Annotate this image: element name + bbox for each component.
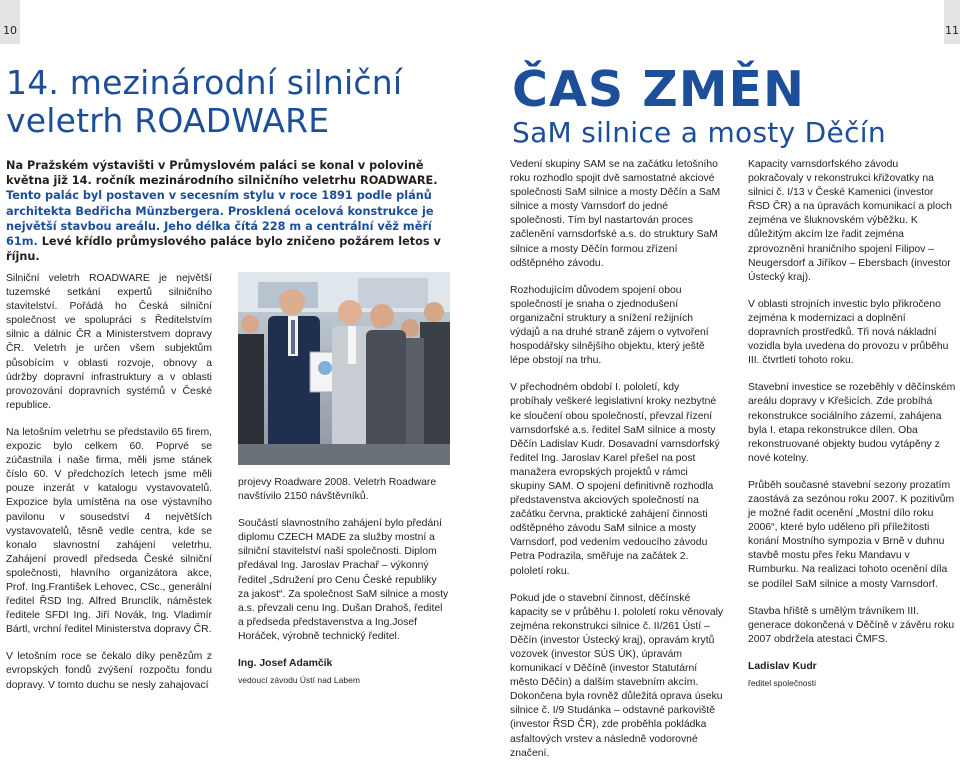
lead-part-1: Na Pražském výstavišti v Průmyslovém paláci se konal v polovině května již 14. ročník mezinárodního silničního veletrhu ROADWARE. [6, 159, 438, 188]
paragraph: Stavební investice se rozeběhly v děčínském areálu dopravy v Křešicích. Zde probíhá rekonstrukce sociálního zázemí, zahájena byla I. etapa rekonstrukce dílen. Oba rekonstruované objekty budou vytápěny z nové kotelny. [748, 382, 956, 464]
paragraph: Kapacity varnsdorfského závodu pokračovaly v rekonstrukci křižovatky na silnici č. I/13 v České Kamenici (investor ŘSD ČR) a na úpravách komunikací a ploch zejména ve šluknovském výběžku. K důležitým akcím lze řadit zejména zprovoznění hraničního spojení Filipov – Neugersdorf a Jiříkov – Ebersbach (investor Ústecký kraj). [748, 159, 952, 283]
lead-part-3: Levé křídlo průmyslového paláce bylo zničeno požárem letos v říjnu. [6, 235, 441, 264]
paragraph: V přechodném období I. pololetí, kdy probíhaly veškeré legislativní kroky nezbytné ke sloučení obou společností, převzal řízení varnsdorfské a.s. ředitel SaM silnice a mosty Děčín Ladislav Kudr. Dosavadní varnsdorfský ředitel Ing. Jaroslav Karel přešel na post manažera evropských projektů v rámci skupiny SAM. O spojení definitivně rozhodla představenstva akciových společností na začátku června, praktické zahájení činnosti odštěpného závodu SaM silnice a mosty Varnsdorf, pod vedením vedoucího závodu Petra Podrazila, směřuje na začátek 2. pololetí roku. [510, 382, 720, 577]
paragraph: Stavba hřiště s umělým trávníkem III. generace dokončená v Děčíně v závěru roku 2007 obdržela atestaci ČMFS. [748, 605, 955, 645]
paragraph: Průběh současné stavební sezony prozatím zaostává za sezónou roku 2007. K pozitivům je možné řadit ocenění „Mostní dílo roku 2006“, které bylo uděleno při příležitosti konání Mostního sympozia v Brně v duhnu stavbě mostu přes řeku Mandavu v Rumburku. Na realizaci tohoto ocenění díla se podílel SaM silnice a mosty Varnsdorf. [748, 479, 955, 590]
paragraph: Na letošním veletrhu se představilo 65 firem, expozic bylo celkem 60. Poprvé se zúčastnila i naše firma, měli jsme stánek číslo 60. V předchozích letech jsme měli pouze inzerát v katalogu vystavovatelů. Expozice byla umístěna na ose výstavního pavilonu v sousedství 4 největších vystavovatelů, těsně vedle centra, kde se konalo slavnostní zahájení veletrhu. Zahájení provedl předseda České silniční společnosti, hlavního organizátora akce, Prof. Ing.František Lehovec, CSc., generální ředitel ŘSD Ing. Alfred Brunclík, náměstek ředitele SFDI Ing. Jiří Novák, Ing. Vladimír Bártl, vrchní ředitel Ministerstva dopravy ČR. [6, 426, 212, 636]
signature-role: ředitel společnosti [748, 678, 817, 688]
photo-illustration [238, 272, 450, 465]
page-number-left: 10 [0, 0, 20, 44]
paragraph: Rozhodujícím důvodem spojení obou společností je snaha o zjednodušení organizační struktury a snížení režijních výdajů a na druhé straně zájem o vytvoření hospodářsky silnějšího objektu, který ještě lépe obstojí na trhu. [510, 284, 709, 367]
paragraph: V letošním roce se čekalo díky penězům z evropských fondů zvýšení rozpočtu fondu dopravy. V tomto duchu se nesly zahajovací [6, 651, 212, 691]
signature-name: Ing. Josef Adamčík [238, 658, 333, 670]
paragraph: Vedení skupiny SAM se na začátku letošního roku rozhodlo spojit dvě samostatné akciové společnosti SaM silnice a mosty Děčín a SaM silnice a mosty Varnsdorf do jedné společnosti. Tím byl nastartován proces začlenění varnsdorfské a.s. do struktury SaM silnice a mosty Děčín formou zřízení odštěpného závodu. [510, 159, 721, 269]
signature-role: vedoucí závodu Ústí nad Labem [238, 675, 360, 686]
right-article-title: ČAS ZMĚN [512, 61, 806, 118]
page-number-right: 11 [944, 0, 960, 44]
right-article-subtitle: SaM silnice a mosty Děčín [512, 116, 886, 149]
award-ceremony-photo [238, 272, 450, 465]
lead-part-2: Tento palác byl postaven v secesním stylu v roce 1891 podle plánů architekta Bedřicha Münzbergera. Prosklená ocelová konstrukce je největší stavbou areálu. Jeho délka čítá 228 m a centrální věž měří 61m. [6, 189, 434, 249]
right-column-2 [748, 158, 956, 690]
left-article-title: 14. mezinárodní silniční veletrh ROADWARE [6, 63, 403, 140]
paragraph: V oblasti strojních investic bylo přikročeno zejména k modernizaci a doplnění dopravních prostředků. Tři nová nákladní vozidla byla uvedena do provozu v průběhu III. čtvrtletí tohoto roku. [748, 298, 949, 367]
right-column-1 [510, 158, 724, 774]
paragraph: Součástí slavnostního zahájení bylo předání diplomu CZECH MADE za služby mostní a silniční stavitelství naší společnosti. Diplom předával Ing. Jaroslav Prachař – výkonný ředitel „Sdružení pro Cenu České republiky za jakost“. Za společnost SaM silnice a mosty a.s. převzali cenu Ing. Dušan Drahoš, ředitel a předseda představenstva a Ing.Josef Horáček, výrobně technický ředitel. [238, 518, 449, 642]
paragraph: Silniční veletrh ROADWARE je největší tuzemské setkání expertů silničního stavitelství. Pořádá ho Česká silniční společnost ve spolupráci s Ředitelstvím silnic a dálnic ČR a Ministerstvem dopravy ČR. Veletrh je určen všem subjektům působícím v oblasti rozvoje, obnovy a údržby dopravní infrastruktury a v oblasti provozování dopravních systémů v České republice. [6, 273, 212, 411]
left-lead [6, 158, 454, 264]
signature-name: Ladislav Kudr [748, 660, 817, 672]
paragraph: Pokud jde o stavební činnost, děčínské kapacity se v průběhu I. pololetí roku věnovaly zejména rekonstrukci silnice č. II/261 Ústí – Děčín (investor Ústecký kraj), opravám krytů vozovek (investor SÚS ÚK), úpravám komunikací v Děčíně (investor Statutární město Děčín) a dalším stavebním akcím. Dokončena byla rovněž důležitá oprava úseku silnice č. I/9 Studánka – odstavné parkoviště (investor ŘSD ČR), zde proběhla pokládka asfaltových vrstev a následně vodorovné značení. [510, 592, 724, 759]
left-column-1 [6, 272, 212, 706]
left-column-2 [238, 476, 450, 687]
paragraph: projevy Roadware 2008. Veletrh Roadware navštívilo 2150 návštěvníků. [238, 477, 437, 503]
